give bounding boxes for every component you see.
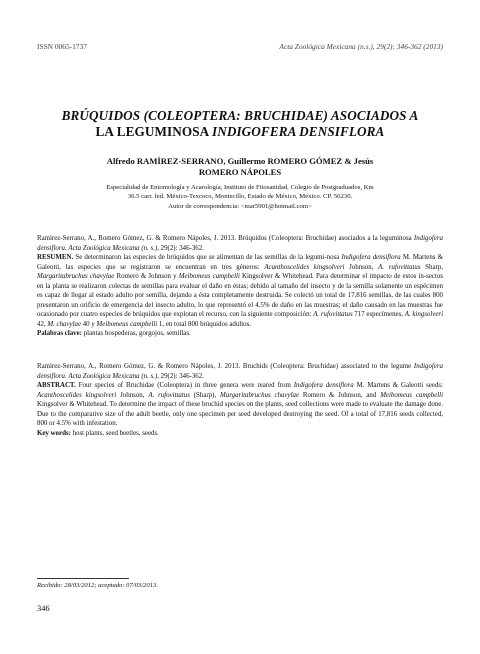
authors [40, 156, 440, 178]
resumen [37, 253, 443, 329]
species-name: Margaritabruchus chavylae [37, 273, 115, 281]
species-name: A. rufovittatus [378, 263, 421, 271]
citation-text: , 29(2): 346-362. [157, 372, 204, 380]
citation-journal: Acta Zoológica Mexicana (n. s.) [68, 372, 158, 380]
keywords-label: Key words: [37, 429, 71, 437]
issn: ISSN 0065-1737 [37, 42, 87, 51]
species-name: Acanthoscelides kingsolveri [264, 263, 345, 271]
abstract-text: Kingsolver & Whitehead. To determine the impact of these bruchid species on the plants, seed collections were made to evaluate the damage done. Due to the comparative size of the adult beetle, only one specimen per seed developed destroying the seed. Of a total of 17,816 seeds collected, 800 or 4.5% with infestation. [37, 401, 443, 428]
abstract-label: ABSTRACT. [37, 382, 76, 390]
abstract-text: (Sharp), [189, 391, 221, 399]
abstract-text: Johnson, [116, 391, 149, 399]
article-title [37, 108, 443, 140]
resumen-label: RESUMEN. [37, 254, 74, 262]
resumen-text: 1, en total 800 brúquidos adultos. [157, 320, 251, 328]
title-line-2-plain: LA LEGUMINOSA [95, 124, 212, 139]
title-species: INDIGOFERA DENSIFLORA [211, 124, 385, 139]
citation-text: . [64, 244, 69, 252]
species-name: Meibomeus campbelli [96, 320, 158, 328]
palabras-label: Palabras clave: [37, 330, 82, 338]
affiliation-line-1: Especialidad de Entomología y Acarología, Instituto de Fitosanidad, Colegio de Postgraduados, Km [106, 184, 374, 191]
resumen-text: Kingsolver & Whitehead. Para determinar el impacto de estos in-sectos en la planta se realizaron colectas de semillas para evaluar el daño en éstas; debido al tamaño del insecto y de la semilla solamente un espécimen es capaz de llegar al estado adulto por semilla, dejando a ésta completamente destruida. Se colectó un total de 17,816 semillas, de las cuales 800 presentaron un orificio de emergencia del insecto adulto, lo que representó el 4.5% de daño en las muestras; el daño causado en las muestras fue ocasionado por cuatro especies de brúquidos que explotan el recurso, con la siguiente composición: [37, 273, 443, 319]
page-number: 346 [37, 604, 50, 613]
abstract [37, 381, 443, 429]
affiliation-line-2: 36.5 carr. fed. México-Texcoco, Montecillo, Estado de México, México. CP. 56230. [127, 193, 353, 201]
citation-english [37, 362, 443, 381]
species-name: A. kingsolveri [404, 311, 443, 319]
citation-text: Ramírez-Serrano, A., Romero Gómez, G. & Romero Nápoles, J. 2013. Brúquidos (Coleoptera: Bruchidae) asociados a la leguminosa [37, 235, 414, 242]
corresponding-author: Autor de correspondencia: <mar5901@hotmail.com> [168, 202, 312, 210]
species-name: A. rufovittatus [148, 391, 190, 399]
resumen-text: 42, [37, 320, 48, 328]
resumen-text: Romero & Johnson y [114, 273, 179, 281]
authors-line-2: ROMERO NÁPOLES [198, 167, 282, 177]
abstract-text: Four species of Bruchidae (Coleoptera) in three genera were reared from [75, 382, 294, 390]
resumen-text: 40 y [81, 320, 97, 328]
citation-text: . [64, 372, 69, 380]
citation-journal: Acta Zoológica Mexicana (n. s.) [68, 244, 158, 252]
authors-line-1: Alfredo RAMÍREZ-SERRANO, Guillermo ROMERO GÓMEZ & Jesús [106, 156, 374, 166]
keywords-text: host plants, seed beetles, seeds. [70, 429, 159, 437]
species-name: Meibomeus campbelli [178, 273, 240, 281]
abstract-text: M. Martens & Galeotti seeds: [353, 382, 443, 390]
citation-species: Indigofera densiflora [37, 235, 443, 252]
title-line-1: BRÚQUIDOS (COLEOPTERA: BRUCHIDAE) ASOCIADOS A [61, 108, 419, 123]
footnote-rule [37, 578, 129, 579]
palabras-text: plantas hospederas, gorgojos, semillas. [81, 330, 191, 338]
affiliation [50, 183, 430, 211]
key-words [37, 429, 443, 439]
citation-species: Indigofera densiflora [37, 363, 443, 380]
species-name: Meibomeus campbelli [380, 391, 443, 399]
species-name: Indigofera densiflora [341, 254, 401, 262]
resumen-text: Johnson, [344, 263, 379, 271]
citation-spanish [37, 234, 443, 253]
journal-citation: Acta Zoológica Mexicana (n.s.), 29(2): 346-362 (2013) [279, 42, 443, 51]
resumen-text: Se determinaron las especies de brúquidos que se alimentan de las semillas de la legumi-nosa [73, 254, 342, 262]
species-name: Margaritabruchus chavylae [220, 391, 300, 399]
species-name: M. chavylae [47, 320, 82, 328]
citation-text: Ramírez-Serrano, A., Romero Gómez, G. & Romero Nápoles, J. 2013. Bruchids (Coleoptera: Bruchidae) associated to the legume [37, 363, 414, 370]
species-name: Acanthoscelides kingsolveri [37, 391, 117, 399]
resumen-text: M. Martens & Galeotti, las especies que se registraron se encuentran en tres géneros: [37, 254, 443, 271]
title-line-2 [37, 124, 443, 140]
species-name: A. rufovittatus [313, 311, 353, 319]
spanish-abstract-block [37, 234, 443, 339]
palabras-clave [37, 329, 443, 339]
resumen-text: 717 especímenes, [352, 311, 405, 319]
abstract-text: Romero & Johnson, and [299, 391, 381, 399]
running-header [37, 42, 443, 54]
english-abstract-block [37, 362, 443, 438]
species-name: Indigofera densiflora [293, 382, 354, 390]
footnote-dates: Recibido: 28/03/2012; aceptado: 07/03/2013. [37, 582, 158, 589]
citation-text: , 29(2): 346-362. [157, 244, 204, 252]
resumen-text: Sharp, [420, 263, 443, 271]
